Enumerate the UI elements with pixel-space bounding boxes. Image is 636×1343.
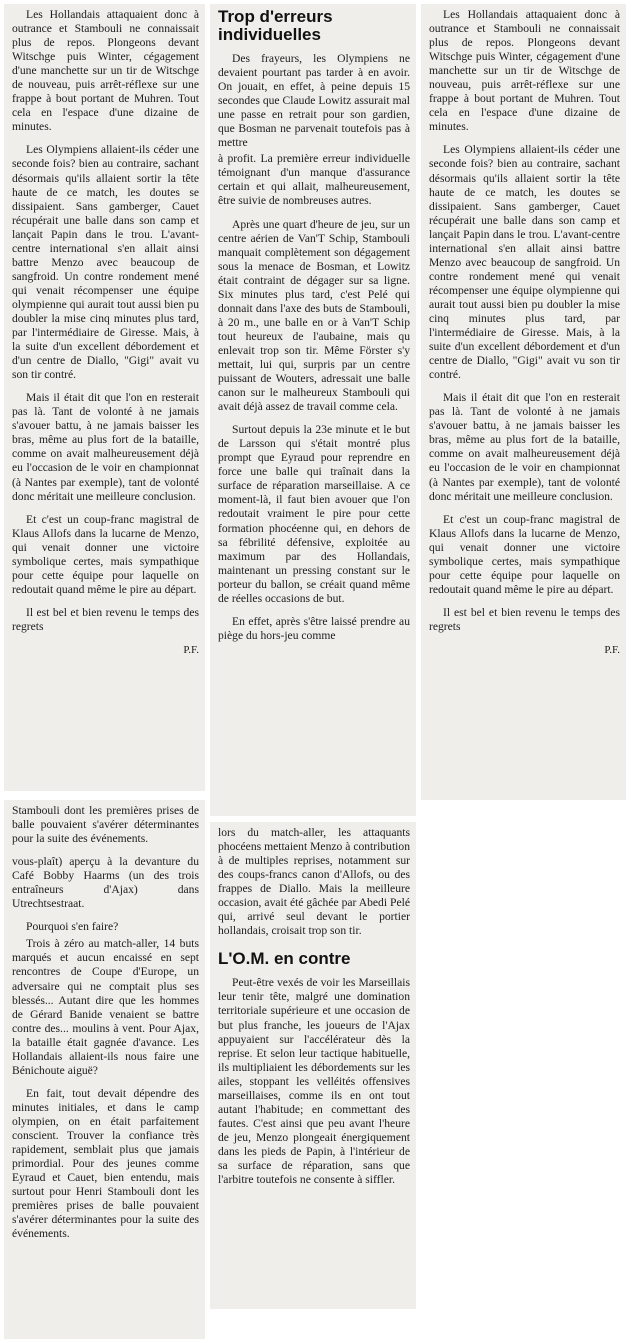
paragraph: Trois à zéro au match-aller, 14 buts marqués et aucun encaissé en sept rencontres de Coupe d'Europe, un adversaire qui ne comptait plus ses blessés... Autant dire que les hommes de Gérard Banide venaient se battre contre des... moulins à vent. Pour Ajax, la bataille était gagnée d'avance. Les Hollandais allaient-ils nous faire une Bénichoute aiguë? [12,937,199,1077]
author-signature: P.F. [604,643,620,656]
author-signature: P.F. [183,643,199,656]
paragraph: En fait, tout devait dépendre des minutes initiales, et dans le camp olympien, on en était parfaitement conscient. Trouver la confiance très rapidement, semblait plus que jamais primordial. Pour des jeunes comme Eyraud et Cauet, bien entendu, mais surtout pour Henri Stambouli dont les premières prises de balle pouvaient s'avérer déterminantes pour la suite des événements. [12,1086,199,1241]
paragraph: Mais il était dit que l'on en resterait pas là. Tant de volonté à ne jamais s'avouer battu, à ne jamais baisser les bras, même au plus fort de la bataille, comme on avait malheureusement déjà eu l'occasion de le voir en championnat (à Nantes par exemple), tant de volonté donc méritait une meilleure conclusion. [12,391,199,503]
paragraph: Il est bel et bien revenu le temps des regrets [429,605,620,633]
clipping-middle-bottom [210,822,416,1309]
paragraph: Les Hollandais attaquaient donc à outrance et Stambouli ne connaissait plus de repos. Plongeons devant Witschge puis Winter, cégagement d'une manchette sur un tir de Witschge de nouveau, puis arrêt-réflexe sur une frappe à bout portant de Muhren. Tout cela en l'espace d'une dizaine de minutes. [12,8,199,134]
paragraph: Mais il était dit que l'on en resterait pas là. Tant de volonté à ne jamais s'avouer battu, à ne jamais baisser les bras, même au plus fort de la bataille, comme on avait malheureusement déjà eu l'occasion de le voir en championnat (à Nantes par exemple), tant de volonté donc méritait une meilleure conclusion. [429,391,620,503]
paragraph: Les Olympiens allaient-ils céder une seconde fois? bien au contraire, sachant désormais qu'ils allaient sortir la tête haute de ce match, les doutes se dissipaient. Sans gamberger, Cauet récupérait une balle dans son camp et lançait Papin dans le trou. L'avant-centre international s'en allait ainsi battre Menzo avec beaucoup de sangfroid. Un contre rondement mené qui venait récompenser une équipe olympienne qui aurait tout aussi bien pu doubler la mise cinq minutes plus tard, par l'intermédiaire de Giresse. Mais, à la suite d'un excellent débordement et d'un centre de Diallo, "Gigi" avait vu son tir contré. [429,143,620,382]
paragraph: Surtout depuis la 23e minute et le but de Larsson qui s'était montré plus prompt que Eyraud pour reprendre en force une balle qui traînait dans la surface de réparation marseillaise. A ce moment-là, il faut bien avouer que l'on redoutait vraiment le pire pour cette formation phocéenne qui, en dehors de sa fébrilité défensive, exploitée au maximum par des Hollandais, maintenant un pressing constant sur le porteur du ballon, se créait quand même de réelles occasions de but. [218,423,410,605]
clipping-left-top [4,4,205,791]
clipping-middle-top [210,4,416,816]
article-heading: Trop d'erreurs individuelles [218,7,333,44]
paragraph: Peut-être vexés de voir les Marseillais leur tenir tête, malgré une domination territoriale supérieure et une occasion de but plus franche, les joueurs de l'Ajax appuyaient sur l'accélérateur dès la reprise. Et selon leur tactique habituelle, ils multipliaient les débordements sur les ailes, stoppant les velléités offensives marseillaises, comme ils en ont tout autant l'habitude; en commettant des fautes. C'est ainsi que peu avant l'heure de jeu, Menzo plongeait énergiquement dans les pieds de Papin, à l'intérieur de sa surface de réparation, sans que l'arbitre toutefois ne consente à siffler. [218,976,410,1187]
paragraph: Les Olympiens allaient-ils céder une seconde fois? bien au contraire, sachant désormais qu'ils allaient sortir la tête haute de ce match, les doutes se dissipaient. Sans gamberger, Cauet récupérait une balle dans son camp et lançait Papin dans le trou. L'avant-centre international s'en allait ainsi battre Menzo avec beaucoup de sangfroid. Un contre rondement mené qui venait récompenser une équipe olympienne qui aurait tout aussi bien pu doubler la mise cinq minutes plus tard, par l'intermédiaire de Giresse. Mais, à la suite d'un excellent débordement et d'un centre de Diallo, "Gigi" avait vu son tir contré. [12,143,199,382]
paragraph: Des frayeurs, les Olympiens ne devaient pourtant pas tarder à en avoir. On jouait, en effet, à peine depuis 15 secondes que Claude Lowitz assurait mal une passe en retrait pour son gardien, que Bosman ne parvenait toutefois pas à mettre [218,52,410,150]
clipping-left-bottom [4,800,205,1339]
paragraph: à profit. La première erreur individuelle témoignant d'un manque d'assurance certain et qui allait, malheureusement, être suivie de nombreuses autres. [218,152,410,208]
paragraph: vous-plaît) aperçu à la devanture du Café Bobby Haarms (un des trois entraîneurs d'Ajax) dans Utrechtsestraat. [12,855,199,911]
paragraph: Et c'est un coup-franc magistral de Klaus Allofs dans la lucarne de Menzo, qui venait donner une victoire symbolique certes, mais sympathique pour cette équipe pour laquelle on redoutait quand même le pire au départ. [12,512,199,596]
paragraph: Après une quart d'heure de jeu, sur un centre aérien de Van'T Schip, Stambouli manquait complètement son dégagement sous la menace de Bosman, et Lowitz était contraint de dégager sur sa ligne. Six minutes plus tard, c'est Pelé qui donnait dans l'axe des buts de Stambouli, à 20 m., une balle en or à Van'T Schip tout heureux de l'aubaine, mais qu enlevait trop son tir. Même Förster s'y mettait, lui qui, surpris par un centre puissant de Wouters, adressait une balle canon sur le malheureux Stambouli qui avait déjà assez de travail comme cela. [218,217,410,414]
clipping-right-top [421,4,626,800]
paragraph: Stambouli dont les premières prises de balle pouvaient s'avérer déterminantes pour la suite des événements. [12,804,199,846]
paragraph: lors du match-aller, les attaquants phocéens mettaient Menzo à contribution à de multiples reprises, notamment sur des coups-francs canon d'Allofs, ou des frappes de Diallo. Mais la meilleure occasion, avait été gâchée par Abedi Pelé qui, arrivé seul devant le portier hollandais, croisait trop son tir. [218,826,410,938]
paragraph: Les Hollandais attaquaient donc à outrance et Stambouli ne connaissait plus de repos. Plongeons devant Witschge puis Winter, cégagement d'une manchette sur un tir de Witschge de nouveau, puis arrêt-réflexe sur une frappe à bout portant de Muhren. Tout cela en l'espace d'une dizaine de minutes. [429,8,620,134]
article-heading: L'O.M. en contre [218,949,351,969]
paragraph: Et c'est un coup-franc magistral de Klaus Allofs dans la lucarne de Menzo, qui venait donner une victoire symbolique certes, mais sympathique pour cette équipe pour laquelle on redoutait quand même le pire au départ. [429,512,620,596]
paragraph: Il est bel et bien revenu le temps des regrets [12,605,199,633]
paragraph: En effet, après s'être laissé prendre au piège du hors-jeu comme [218,614,410,642]
paragraph: Pourquoi s'en faire? [26,920,119,934]
